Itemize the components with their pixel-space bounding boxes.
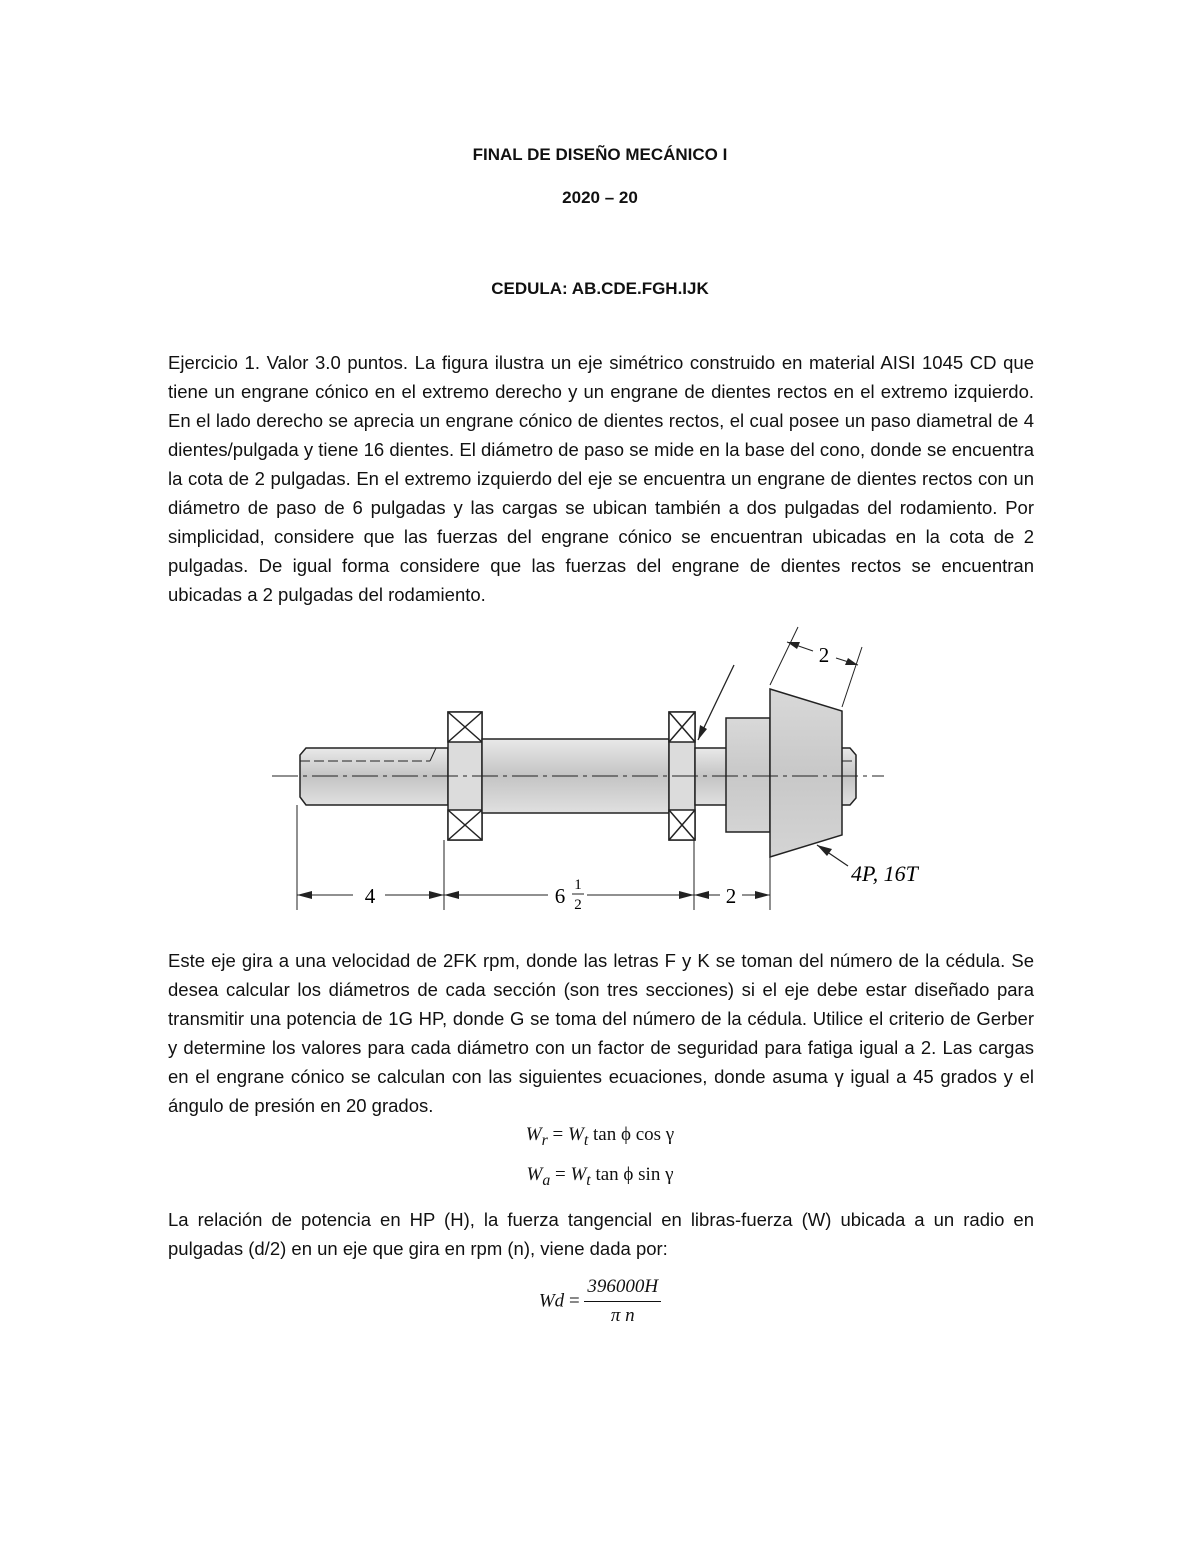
eq2-rest: tan ϕ sin γ [595, 1164, 674, 1185]
eq3-lhs: Wd [538, 1290, 565, 1312]
dimension-label-right: 2 [725, 884, 737, 908]
eq2-lhs: W [526, 1164, 543, 1185]
eq1-rhs-sub: t [583, 1131, 589, 1149]
eq3-denominator: π n [610, 1305, 635, 1326]
eq1-rhs: W [568, 1124, 584, 1145]
equation-axial-force: $W_a = W_t$ tan ϕ sin γ [526, 1164, 674, 1189]
equation-radial-force: $W_r = W_t$ tan ϕ cos γ [525, 1124, 675, 1149]
exercise-paragraph-3: La relación de potencia en HP (H), la fuerza tangencial en libras-fuerza (W) ubicada a un radio en pulgadas (d/2) en un eje que gira en rpm (n), viene dada por: [168, 1209, 1034, 1259]
equation-power-relation: Wd = $\frac{396000H}{\text{π n}}$ [0, 1276, 1200, 1327]
bevel-gear-cone [770, 689, 842, 857]
eq2-rhs: W [570, 1164, 587, 1185]
shaft-figure [260, 615, 960, 915]
dimension-label-middle-numerator: 1 [574, 877, 582, 893]
dimension-label-middle-whole: 6 [554, 884, 566, 908]
exercise-paragraph-2: Este eje gira a una velocidad de 2FK rpm, donde las letras F y K se toman del número de la cédula. Se desea calcular los diámetros de cada sección (son tres secciones) si el eje debe estar diseñado para transmitir una potencia de 1G HP, donde G se toma del número de la cédula. Utilice el criterio de Gerber y determine los valores para cada diámetro con un factor de seguridad para fatiga igual a 2. Las cargas en el engrane cónico se calculan con las siguientes ecuaciones, donde asuma γ igual a 45 grados y el ángulo de presión en 20 grados. [168, 950, 1034, 1116]
academic-period: 2020 – 20 [562, 188, 638, 207]
exercise-paragraph-1: Ejercicio 1. Valor 3.0 puntos. La figura ilustra un eje simétrico construido en material AISI 1045 CD que tiene un engrane cónico en el extremo derecho y un engrane de dientes rectos en el extremo izquierdo. En el lado derecho se aprecia un engrane cónico de dientes rectos, el cual posee un paso diametral de 4 dientes/pulgada y tiene 16 dientes. El diámetro de paso se mide en la base del cono, donde se encuentra la cota de 2 pulgadas. En el extremo izquierdo del eje se encuentra un engrane de dientes rectos con un diámetro de paso de 6 pulgadas y las cargas se ubican también a dos pulgadas del rodamiento. Por simplicidad, considere que las fuerzas del engrane cónico se encuentran ubicadas en la cota de 2 pulgadas. De igual forma considere que las fuerzas del engrane de dientes rectos se encuentran ubicadas a 2 pulgadas del rodamiento. [168, 352, 1034, 605]
gear-hub [726, 718, 770, 832]
dimension-label-left: 4 [364, 884, 376, 908]
eq2-rhs-sub: t [586, 1171, 591, 1189]
cedula-line: CEDULA: AB.CDE.FGH.IJK [491, 279, 709, 298]
document-title: FINAL DE DISEÑO MECÁNICO I [472, 145, 728, 164]
dimension-label-middle-denominator: 2 [574, 897, 582, 913]
eq2-lhs-sub: a [542, 1171, 551, 1189]
dimension-label-top: 2 [818, 643, 830, 667]
eq3-fraction [584, 1276, 661, 1327]
eq1-rest: tan ϕ cos γ [593, 1124, 675, 1145]
eq1-lhs-sub: r [541, 1131, 548, 1149]
gear-spec-label: 4P, 16T [851, 861, 918, 886]
eq3-numerator: 396000H [584, 1276, 661, 1302]
eq1-lhs: W [525, 1124, 542, 1145]
